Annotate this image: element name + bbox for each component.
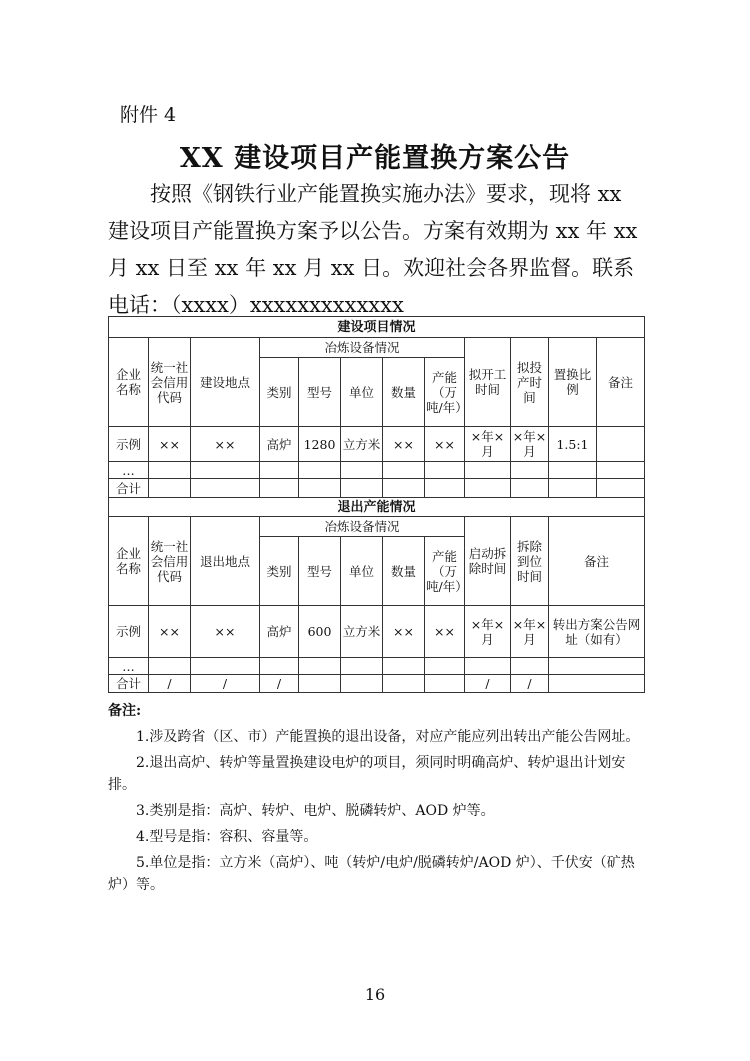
table-cell: 立方米 bbox=[341, 606, 383, 658]
table-row bbox=[109, 658, 645, 675]
header-note: 备注 bbox=[549, 517, 645, 606]
table-cell: ×× bbox=[383, 606, 425, 658]
intro-text: 按照《钢铁行业产能置换实施办法》要求，现将 xx 建设项目产能置换方案予以公告。方案有效期为 xx 年 xx 月 xx 日至 xx 年 xx 月 xx 日。欢迎社会各界监督。联系电话：（xxxx）xxxxxxxxxxxxx bbox=[108, 182, 638, 317]
table-cell bbox=[549, 675, 645, 693]
section2-title-row bbox=[109, 498, 645, 517]
table-cell: ×年×月 bbox=[511, 606, 549, 658]
section1-header-row-1 bbox=[109, 338, 645, 358]
section1-title-row bbox=[109, 317, 645, 338]
header-capacity: 产能（万吨/年） bbox=[425, 358, 465, 427]
table-cell: ×× bbox=[425, 606, 465, 658]
header-production-time: 拟投产时间 bbox=[511, 338, 549, 427]
section1-title: 建设项目情况 bbox=[109, 317, 645, 338]
table-cell: 转出方案公告网址（如有） bbox=[549, 606, 645, 658]
document-title: XX 建设项目产能置换方案公告 bbox=[179, 143, 571, 174]
header-note: 备注 bbox=[597, 338, 645, 427]
header-capacity: 产能（万吨/年） bbox=[425, 537, 465, 606]
table-cell: 600 bbox=[299, 606, 341, 658]
page-number: 16 bbox=[364, 985, 386, 1004]
table-cell bbox=[597, 427, 645, 462]
note-item: 4.型号是指：容积、容量等。 bbox=[136, 829, 318, 845]
section2-title: 退出产能情况 bbox=[109, 498, 645, 517]
table-cell: 高炉 bbox=[260, 606, 299, 658]
table-cell: ×× bbox=[149, 427, 191, 462]
attachment-label: 附件 4 bbox=[120, 104, 177, 126]
table-cell: ×× bbox=[149, 606, 191, 658]
table-cell: … bbox=[109, 658, 149, 675]
table-cell: / bbox=[260, 675, 299, 693]
table-cell: ×年×月 bbox=[511, 427, 549, 462]
table-cell: / bbox=[465, 675, 511, 693]
notes-section bbox=[108, 700, 648, 900]
header-company: 企业名称 bbox=[109, 338, 149, 427]
table-row bbox=[109, 675, 645, 693]
header-location: 建设地点 bbox=[191, 338, 260, 427]
table-cell: ×× bbox=[191, 606, 260, 658]
header-equipment-group: 冶炼设备情况 bbox=[260, 517, 465, 537]
header-type: 类别 bbox=[260, 537, 299, 606]
header-type: 类别 bbox=[260, 358, 299, 427]
header-unit: 单位 bbox=[341, 537, 383, 606]
header-location: 退出地点 bbox=[191, 517, 260, 606]
section2-header-row-1 bbox=[109, 517, 645, 537]
table-cell: … bbox=[109, 462, 149, 479]
header-model: 型号 bbox=[299, 537, 341, 606]
total-label: 合计 bbox=[109, 675, 149, 693]
note-item: 5.单位是指：立方米（高炉）、吨（转炉/电炉/脱磷转炉/AOD 炉）、千伏安（矿热炉）等。 bbox=[108, 855, 635, 893]
header-model: 型号 bbox=[299, 358, 341, 427]
table-cell bbox=[383, 675, 425, 693]
table-cell: 高炉 bbox=[260, 427, 299, 462]
header-demolish-done: 拆除到位时间 bbox=[511, 517, 549, 606]
header-demolish-start: 启动拆除时间 bbox=[465, 517, 511, 606]
table-cell bbox=[341, 675, 383, 693]
table-cell: 示例 bbox=[109, 427, 149, 462]
header-credit-code: 统一社会信用代码 bbox=[149, 517, 191, 606]
table-row bbox=[109, 462, 645, 479]
table-cell: 1280 bbox=[299, 427, 341, 462]
note-item: 3.类别是指：高炉、转炉、电炉、脱磷转炉、AOD 炉等。 bbox=[136, 803, 495, 819]
total-label: 合计 bbox=[109, 479, 149, 498]
header-company: 企业名称 bbox=[109, 517, 149, 606]
table-cell: 1.5:1 bbox=[549, 427, 597, 462]
table-row bbox=[109, 427, 645, 462]
table-cell: / bbox=[149, 675, 191, 693]
table-cell: / bbox=[511, 675, 549, 693]
intro-paragraph bbox=[108, 176, 648, 324]
header-quantity: 数量 bbox=[383, 358, 425, 427]
table-cell bbox=[299, 675, 341, 693]
note-item: 2.退出高炉、转炉等量置换建设电炉的项目，须同时明确高炉、转炉退出计划安排。 bbox=[108, 755, 626, 793]
header-quantity: 数量 bbox=[383, 537, 425, 606]
note-item: 1.涉及跨省（区、市）产能置换的退出设备，对应产能应列出转出产能公告网址。 bbox=[136, 729, 640, 745]
table-cell: 立方米 bbox=[341, 427, 383, 462]
table-cell: ×年×月 bbox=[465, 606, 511, 658]
table-cell: ×× bbox=[425, 427, 465, 462]
table-row bbox=[109, 606, 645, 658]
table-cell bbox=[425, 675, 465, 693]
capacity-table bbox=[108, 316, 645, 693]
header-equipment-group: 冶炼设备情况 bbox=[260, 338, 465, 358]
header-credit-code: 统一社会信用代码 bbox=[149, 338, 191, 427]
header-start-time: 拟开工时间 bbox=[465, 338, 511, 427]
table-cell: ×× bbox=[383, 427, 425, 462]
header-ratio: 置换比例 bbox=[549, 338, 597, 427]
table-cell: ×× bbox=[191, 427, 260, 462]
table-cell: / bbox=[191, 675, 260, 693]
table-cell: 示例 bbox=[109, 606, 149, 658]
header-unit: 单位 bbox=[341, 358, 383, 427]
table-row bbox=[109, 479, 645, 498]
notes-heading: 备注: bbox=[108, 703, 142, 719]
table-cell: ×年×月 bbox=[465, 427, 511, 462]
